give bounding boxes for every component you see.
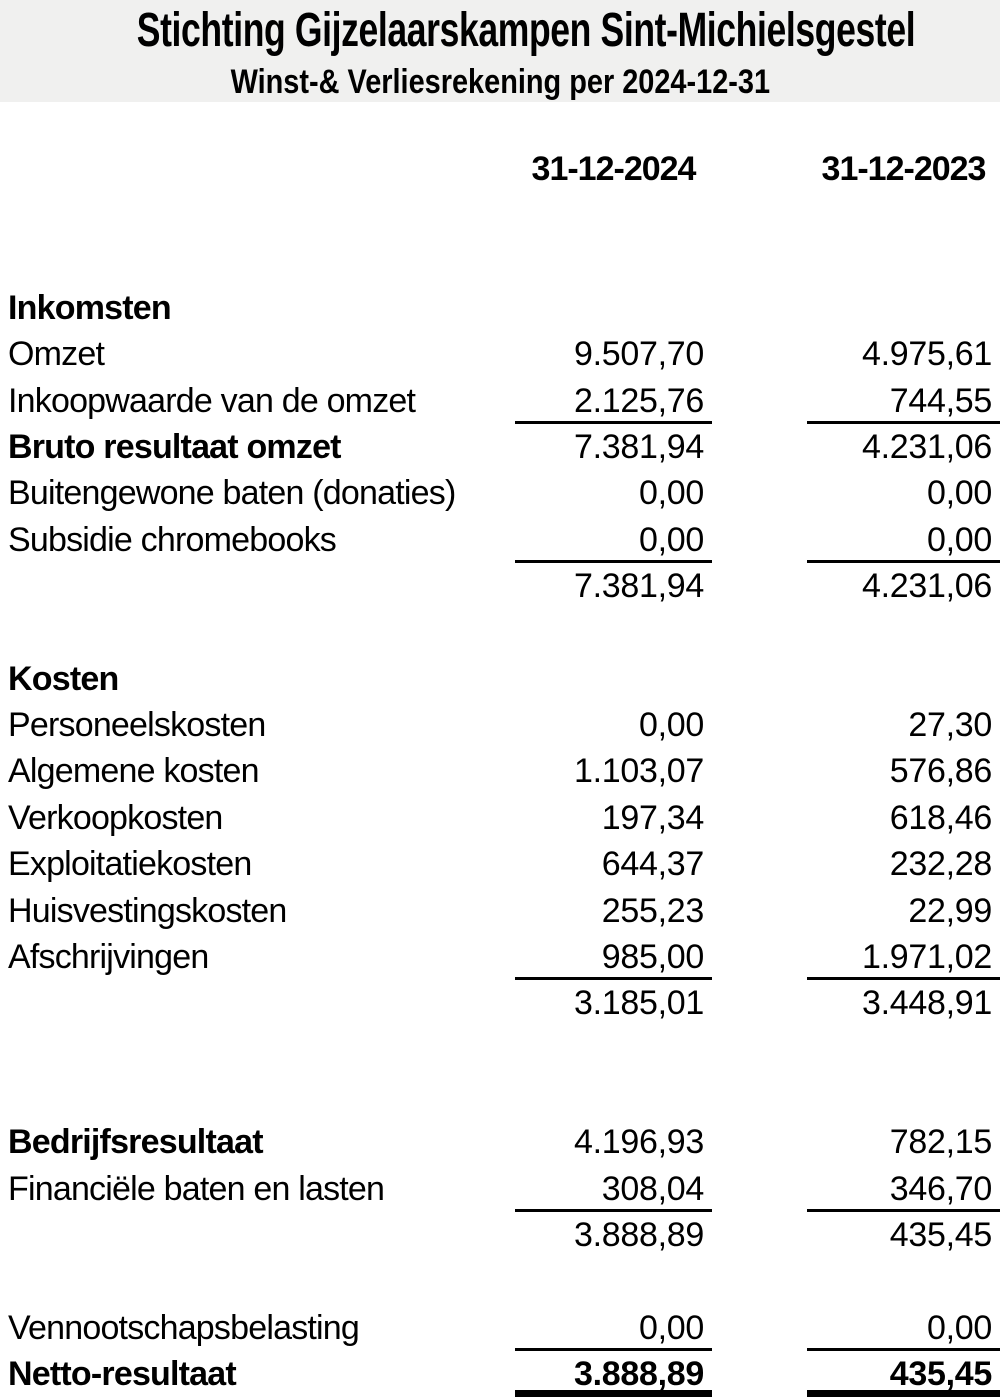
- row-label: [0, 980, 515, 1026]
- row-label: Exploitatiekosten: [8, 845, 252, 884]
- column-gap: [712, 424, 807, 470]
- column-gap: [712, 1166, 807, 1212]
- row-inkomsten-subtotal: [0, 563, 1000, 609]
- value-2024: 2.125,76: [515, 378, 712, 424]
- column-gap: [712, 146, 807, 192]
- row-bedrijfsresultaat: [0, 1119, 1000, 1165]
- column-gap: [712, 934, 807, 980]
- row-label: Verkoopkosten: [8, 798, 223, 837]
- row-kosten-subtotal: [0, 980, 1000, 1026]
- row-label: [0, 1212, 515, 1258]
- row-label: Inkomsten: [8, 289, 171, 328]
- row-label: Subsidie chromebooks: [8, 520, 336, 559]
- row-label: Financiële baten en lasten: [8, 1169, 385, 1208]
- row-buitengewone-baten: [0, 470, 1000, 516]
- value-2024: 3.185,01: [574, 984, 704, 1023]
- spacer-row: [0, 609, 1000, 655]
- column-gap: [712, 1212, 807, 1258]
- column-gap: [712, 470, 807, 516]
- row-afschrijvingen: [0, 934, 1000, 980]
- value-2024: 1.103,07: [574, 752, 704, 791]
- row-label: Bruto resultaat omzet: [8, 428, 341, 467]
- value-2024: 0,00: [515, 517, 712, 563]
- column-header-2023: 31-12-2023: [821, 150, 986, 188]
- value-2023: [807, 656, 1000, 702]
- column-gap: [712, 563, 807, 609]
- row-label: Bedrijfsresultaat: [8, 1123, 263, 1162]
- column-gap: [712, 656, 807, 702]
- value-2024: 3.888,89: [574, 1215, 704, 1254]
- row-label: Netto-resultaat: [8, 1354, 236, 1393]
- column-gap: [712, 378, 807, 424]
- value-2024: 9.507,70: [574, 335, 704, 374]
- value-2023: 1.971,02: [807, 934, 1000, 980]
- column-gap: [712, 517, 807, 563]
- value-2023: 0,00: [807, 1305, 1000, 1351]
- statement-table: [0, 146, 1000, 1397]
- row-kosten-header: [0, 656, 1000, 702]
- row-vennootschapsbelasting: [0, 1305, 1000, 1351]
- value-2024: 0,00: [515, 1305, 712, 1351]
- value-2024: 3.888,89: [515, 1351, 712, 1397]
- value-2024: 308,04: [515, 1166, 712, 1212]
- value-2024: 0,00: [639, 474, 704, 513]
- row-bruto-resultaat: [0, 424, 1000, 470]
- row-label: Afschrijvingen: [8, 937, 209, 976]
- column-gap: [712, 795, 807, 841]
- column-gap: [712, 1351, 807, 1397]
- page-title: [0, 0, 1000, 62]
- value-2024: 7.381,94: [574, 428, 704, 467]
- value-2023: 4.231,06: [862, 567, 992, 606]
- row-label: Kosten: [8, 659, 119, 698]
- spacer-row: [0, 239, 1000, 285]
- page-subtitle-text: Winst-& Verliesrekening per 2024-12-31: [230, 63, 770, 101]
- row-label: Inkoopwaarde van de omzet: [8, 381, 416, 420]
- value-2024: 644,37: [601, 845, 704, 884]
- column-header-2024: 31-12-2024: [531, 150, 696, 188]
- spacer-row: [0, 1027, 1000, 1073]
- value-2024: [515, 656, 712, 702]
- column-gap: [712, 1119, 807, 1165]
- row-exploitatiekosten: [0, 841, 1000, 887]
- row-resultaat-subtotal: [0, 1212, 1000, 1258]
- row-label: Omzet: [8, 335, 105, 374]
- value-2023: 27,30: [908, 706, 992, 745]
- value-2023: 3.448,91: [862, 984, 992, 1023]
- spacer-row: [0, 1073, 1000, 1119]
- column-gap: [712, 285, 807, 331]
- row-netto-resultaat: [0, 1351, 1000, 1397]
- row-personeelskosten: [0, 702, 1000, 748]
- row-huisvestingskosten: [0, 888, 1000, 934]
- header-band: [0, 0, 1000, 102]
- column-gap: [712, 980, 807, 1026]
- row-label: Huisvestingskosten: [8, 891, 287, 930]
- value-2023: 618,46: [889, 798, 992, 837]
- value-2023: 435,45: [807, 1351, 1000, 1397]
- value-2023: 576,86: [889, 752, 992, 791]
- row-inkoopwaarde: [0, 378, 1000, 424]
- column-gap: [712, 841, 807, 887]
- value-2023: 744,55: [807, 378, 1000, 424]
- value-2024: 7.381,94: [574, 567, 704, 606]
- row-label: Personeelskosten: [8, 706, 266, 745]
- row-label: Buitengewone baten (donaties): [8, 474, 456, 513]
- column-gap: [712, 748, 807, 794]
- row-financiele-baten: [0, 1166, 1000, 1212]
- top-spacer: [0, 102, 1000, 146]
- value-2024: 985,00: [515, 934, 712, 980]
- value-2023: 346,70: [807, 1166, 1000, 1212]
- spacer-row: [0, 192, 1000, 238]
- row-inkomsten-header: [0, 285, 1000, 331]
- row-omzet: [0, 331, 1000, 377]
- spacer-row: [0, 1258, 1000, 1304]
- value-2023: [807, 285, 1000, 331]
- value-2023: 435,45: [889, 1215, 992, 1254]
- column-gap: [712, 331, 807, 377]
- value-2024: 255,23: [601, 891, 704, 930]
- value-2023: 0,00: [807, 517, 1000, 563]
- value-2023: 22,99: [908, 891, 992, 930]
- row-algemene-kosten: [0, 748, 1000, 794]
- value-2024: [515, 285, 712, 331]
- value-2024: 0,00: [639, 706, 704, 745]
- value-2023: 782,15: [889, 1123, 992, 1162]
- column-header-row: [0, 146, 1000, 192]
- column-gap: [712, 888, 807, 934]
- row-subsidie-chromebooks: [0, 517, 1000, 563]
- row-label: Algemene kosten: [8, 752, 259, 791]
- column-header-empty: [0, 146, 515, 192]
- value-2023: 0,00: [927, 474, 992, 513]
- row-verkoopkosten: [0, 795, 1000, 841]
- column-gap: [712, 1305, 807, 1351]
- value-2024: 197,34: [601, 798, 704, 837]
- column-gap: [712, 702, 807, 748]
- value-2024: 4.196,93: [574, 1123, 704, 1162]
- value-2023: 232,28: [889, 845, 992, 884]
- value-2023: 4.975,61: [862, 335, 992, 374]
- row-label: [0, 563, 515, 609]
- page-title-text: Stichting Gijzelaarskampen Sint-Michielsgestel: [136, 4, 916, 57]
- row-label: Vennootschapsbelasting: [8, 1308, 360, 1347]
- page-subtitle: [0, 62, 1000, 102]
- value-2023: 4.231,06: [862, 428, 992, 467]
